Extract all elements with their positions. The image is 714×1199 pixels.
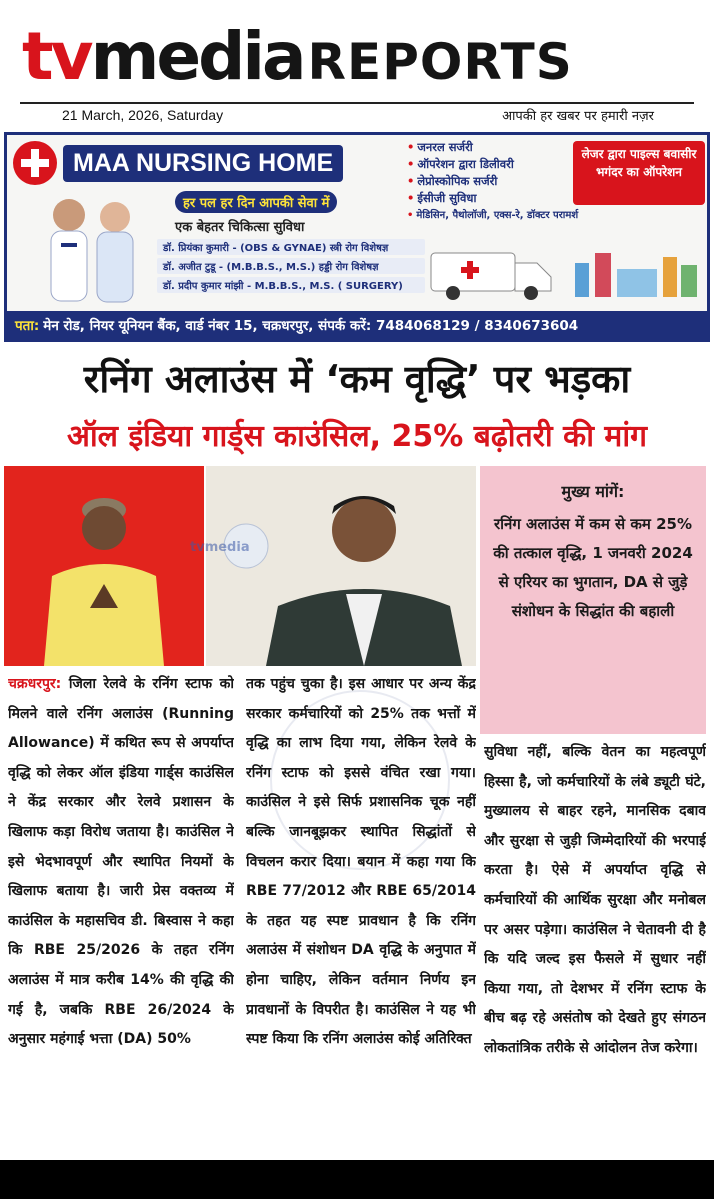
photo-watermark: tvmedia: [190, 540, 250, 555]
service-item: • ऑपरेशन द्वारा डिलीवरी: [407, 157, 514, 171]
key-demands-body: रनिंग अलाउंस में कम से कम 25% की तत्काल वृद्धि, 1 जनवरी 2024 से एरियर का भुगतान, DA से जुड़े संशोधन के सिद्धांत की बहाली: [493, 515, 693, 620]
service-item: • लेप्रोस्कोपिक सर्जरी: [407, 174, 498, 188]
ad-slogan: हर पल हर दिन आपकी सेवा में: [175, 191, 337, 213]
doctors-list: [157, 239, 425, 296]
ad-hospital-name: MAA NURSING HOME: [63, 145, 343, 182]
logo-tv: tv: [22, 18, 91, 95]
bottom-black-bar: [0, 1160, 714, 1199]
tagline: आपकी हर खबर पर हमारी नज़र: [502, 109, 654, 124]
article-column-2: [246, 670, 476, 1160]
headline: रनिंग अलाउंस में ‘कम वृद्धि’ पर भड़का: [83, 357, 631, 401]
address-label: पता:: [15, 318, 40, 334]
photo-person-suit: [206, 466, 476, 666]
doctor-item: डॉ. प्रियंका कुमारी - (OBS & GYNAE) स्त्री रोग विशेषज्ञ: [157, 239, 425, 255]
tvmedia-logo[interactable]: [22, 14, 573, 100]
person-illustration-icon: [4, 466, 204, 666]
doctor-item: डॉ. प्रदीप कुमार मांझी - M.B.B.S., M.S. ( SURGERY): [157, 277, 425, 293]
services-list: [407, 139, 579, 224]
article-column-1: [8, 670, 234, 1160]
doctor-item: डॉ. अजीत टुडू - (M.B.B.S., M.S.) हड्डी रोग विशेषज्ञ: [157, 258, 425, 274]
medicines-icon: [567, 243, 703, 303]
person-illustration-icon: [206, 466, 476, 666]
key-demands-box: [480, 466, 706, 734]
dateline-place: चक्रधरपुर:: [8, 676, 62, 692]
logo-media: media: [90, 18, 304, 95]
article-text-3: सुविधा नहीं, बल्कि वेतन का महत्वपूर्ण हिस्सा है, जो कर्मचारियों के लंबे ड्यूटी घंटे, मुख्यालय से बाहर रहने, मानसिक दबाव और सुरक्षा से जुड़ी जिम्मेदारियों की भरपाई करता है। ऐसे में अपर्याप्त वृद्धि से कर्मचारियों की आर्थिक सुरक्षा और मनोबल पर असर पड़ेगा। काउंसिल ने चेतावनी दी है कि यदि जल्द इस फैसले में सुधार नहीं किया गया, तो देशभर में रनिंग स्टाफ के बीच बढ़ रहे असंतोष को देखते हुए संगठन लोकतांत्रिक तरीके से आंदोलन तेज करेगा।: [484, 744, 706, 1056]
laser-surgery-box: लेजर द्वारा पाइल्स बवासीर भगंदर का ऑपरेशन: [573, 141, 705, 205]
article-column-3: [484, 738, 706, 1160]
key-demands-title: मुख्य मांगें:: [561, 482, 625, 501]
address-text: मेन रोड, नियर यूनियन बैंक, वार्ड नंबर 15, चक्रधरपुर, संपर्क करें: 7484068129 / 8340673604: [43, 318, 579, 334]
service-item: • मेडिसिन, पैथोलॉजी, एक्स-रे, डॉक्टर परामर्श: [407, 210, 579, 221]
article-text-1: जिला रेलवे के रनिंग स्टाफ को मिलने वाले रनिंग अलाउंस (Running Allowance) में कथित रूप से अपर्याप्त वृद्धि को लेकर ऑल इंडिया गार्ड्स काउंसिल ने केंद्र सरकार और रेलवे प्रशासन के खिलाफ कड़ा विरोध जताया है। काउंसिल ने इसे भेदभावपूर्ण और स्थापित नियमों के खिलाफ बताया है। जारी प्रेस वक्तव्य में काउंसिल के महासचिव डी. बिस्वास ने कहा कि RBE 25/2026 के तहत रनिंग अलाउंस में मात्र करीब 14% की वृद्धि की गई है, जबकि RBE 26/2024 के अनुसार महंगाई भत्ता (DA) 50%: [8, 676, 234, 1048]
article-text-2: तक पहुंच चुका है। इस आधार पर अन्य केंद्र सरकार कर्मचारियों को 25% तक भत्तों में वृद्धि का लाभ दिया गया, लेकिन रेलवे के रनिंग स्टाफ को इससे वंचित रखा गया। काउंसिल ने इसे सिर्फ प्रशासनिक चूक नहीं बल्कि जानबूझकर स्थापित सिद्धांतों से विचलन करार दिया। बयान में कहा गया कि RBE 77/2012 और RBE 65/2014 के तहत यह स्पष्ट प्रावधान है कि रनिंग अलाउंस में संशोधन DA वृद्धि के अनुपात में होना चाहिए, लेकिन वर्तमान निर्णय इन प्रावधानों के विपरीत है। काउंसिल ने यह भी स्पष्ट किया कि रनिंग अलाउंस कोई अतिरिक्त: [246, 676, 476, 1048]
service-item: • ईसीजी सुविधा: [407, 191, 477, 205]
masthead: [0, 0, 714, 130]
nursing-home-ad[interactable]: [4, 132, 710, 342]
service-item: • जनरल सर्जरी: [407, 140, 473, 154]
ad-address-bar: [7, 311, 707, 339]
subheadline: ऑल इंडिया गार्ड्स काउंसिल, 25% बढ़ोतरी की मांग: [66, 419, 648, 454]
ad-header: [13, 141, 391, 185]
issue-date: 21 March, 2026, Saturday: [62, 107, 224, 123]
ad-subtitle: एक बेहतर चिकित्सा सुविधा: [175, 220, 305, 235]
date-line: [20, 102, 694, 126]
ambulance-icon: [427, 243, 557, 303]
logo-reports: REPORTS: [307, 33, 573, 91]
doctors-photo-icon: [31, 187, 151, 307]
photo-person-yellow-shirt: [4, 466, 204, 666]
medical-cross-icon: [13, 141, 57, 185]
